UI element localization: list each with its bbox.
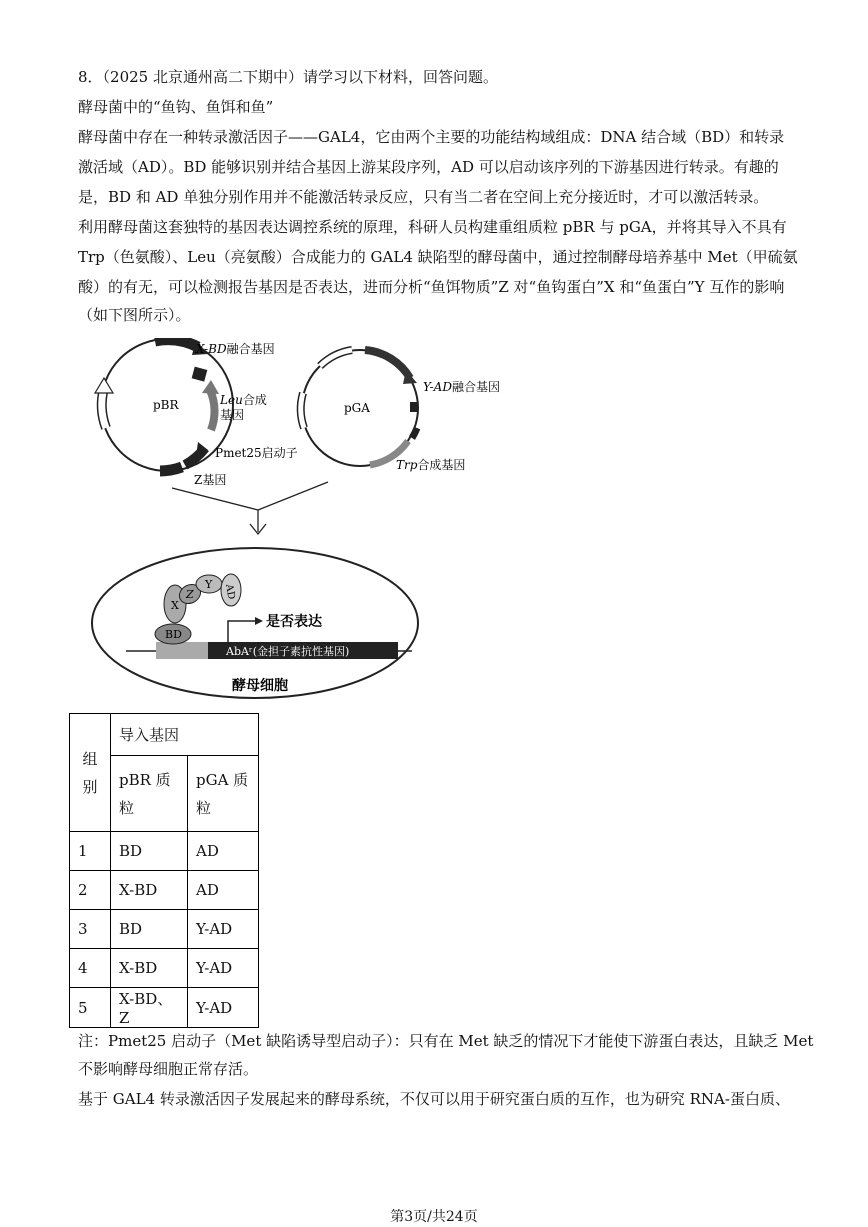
pbr-name: pBR [153,398,179,412]
converge-arrow [172,482,328,534]
col-header-import: 导入基因 [111,714,259,756]
row-pga: Y-AD [188,988,259,1028]
paragraph-1-line-2: 激活域（AD）。BD 能够识别并结合基因上游某段序列，AD 可以启动该序列的下游基因进行转录。有趣的 [78,158,779,176]
table-row [70,949,259,988]
note-line-1: 注：Pmet25 启动子（Met 缺陷诱导型启动子）：只有在 Met 缺乏的情况下才能使下游蛋白表达，且缺乏 Met [78,1032,814,1050]
continuation-line: 基于 GAL4 转录激活因子发展起来的酵母系统，不仅可以用于研究蛋白质的互作，也为研究 RNA-蛋白质、 [78,1090,790,1108]
pga-name: pGA [344,401,370,415]
question-header: 8．（2025 北京通州高二下期中）请学习以下材料，回答问题。 [78,68,498,86]
col-header-group-char1: 组 [82,749,98,768]
ad-label: AD [223,583,237,601]
paragraph-1-line-3: 是，BD 和 AD 单独分别作用并不能激活转录反应，只有当二者在空间上充分接近时，才可以激活转录。 [78,188,769,206]
gene-import-table [69,713,259,1028]
row-pga: Y-AD [188,949,259,988]
paragraph-1-line-1: 酵母菌中存在一种转录激活因子——GAL4，它由两个主要的功能结构域组成：DNA 结合域（BD）和转录 [78,128,785,146]
col-header-pga [188,756,259,832]
pga-plasmid [301,350,500,472]
col-header-pga-line1: pGA 质 [196,770,249,789]
leu-label-line2: 基因 [220,408,245,422]
paragraph-2-line-2: Trp（色氨酸）、Leu（亮氨酸）合成能力的 GAL4 缺陷型的酵母菌中，通过控制酵母培养基中 Met（甲硫氨 [78,248,798,266]
table-row [70,832,259,871]
note-line-2: 不影响酵母细胞正常存活。 [78,1060,259,1078]
row-number: 3 [70,910,111,949]
paragraph-2-line-1: 利用酵母菌这套独特的基因表达调控系统的原理，科研人员构建重组质粒 pBR 与 pGA，并将其导入不具有 [78,218,787,236]
row-pga: AD [188,871,259,910]
row-number: 5 [70,988,111,1028]
table-row [70,871,259,910]
col-header-pbr [111,756,188,832]
reporter-gene-label: AbAʳ(金担子素抗性基因) [226,645,350,658]
xbd-gene-segment [155,340,198,347]
row-number: 1 [70,832,111,871]
row-pbr: BD [111,832,188,871]
trp-label: Trp合成基因 [396,458,466,472]
col-header-group [70,714,111,832]
paragraph-2-line-3: 酸）的有无，可以检测报告基因是否表达，进而分析“鱼饵物质”Z 对“鱼钩蛋白”X 和“鱼蛋白”Y 互作的影响 [78,278,785,296]
pbr-plasmid [95,339,298,487]
x-label: X [171,599,179,612]
col-header-pbr-line1: pBR 质 [119,770,171,789]
xbd-label: X-BD融合基因 [196,342,275,356]
yeast-cell [92,548,418,698]
y-label: Y [205,578,213,591]
plasmid-diagram [80,338,530,703]
yad-gene-segment [365,350,410,378]
row-pbr: BD [111,910,188,949]
ad-block [410,402,418,412]
pmet-label: Pmet25启动子 [215,446,298,460]
row-pga: AD [188,832,259,871]
row-pbr: X-BD、Z [111,988,188,1028]
z-gene-label: Z基因 [194,473,227,487]
express-label: 是否表达 [266,614,322,630]
bd-label: BD [165,628,182,641]
row-pbr: X-BD [111,871,188,910]
col-header-group-char2: 别 [82,777,98,796]
row-pga: Y-AD [188,910,259,949]
material-title: 酵母菌中的“鱼钩、鱼饵和鱼” [78,98,274,116]
yad-label: Y-AD融合基因 [423,380,500,394]
leu-label: Leu合成 [220,393,267,407]
bd-block [192,367,208,382]
table-row [70,910,259,949]
row-pbr: X-BD [111,949,188,988]
page-footer: 第3页/共24页 [390,1209,478,1225]
z-label: Z [186,588,194,601]
yeast-cell-label: 酵母细胞 [232,678,288,694]
promoter-region [156,642,208,659]
leu-gene-segment [210,390,215,430]
col-header-pbr-line2: 粒 [119,798,135,817]
row-number: 4 [70,949,111,988]
paragraph-2-line-4: （如下图所示）。 [78,306,191,324]
col-header-pga-line2: 粒 [196,798,212,817]
row-number: 2 [70,871,111,910]
z-gene-segment [160,467,182,471]
table-row [70,988,259,1028]
